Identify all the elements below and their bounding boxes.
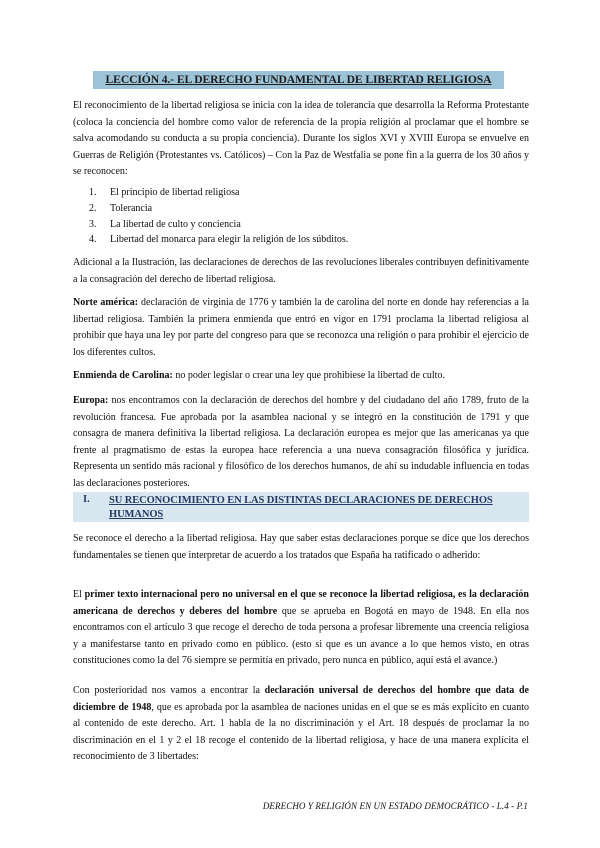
westfalia-list xyxy=(89,185,509,248)
list-item: 4. Libertad del monarca para elegir la religión de los súbditos. xyxy=(89,234,349,246)
list-item: 2. Tolerancia xyxy=(89,202,153,214)
ilustracion-paragraph: Adicional a la Ilustración, las declaraciones de derechos de las revoluciones liberales contribuyen definitivamente a la consagración del derecho de libertad religiosa. xyxy=(73,257,529,285)
enmienda-paragraph: Enmienda de Carolina: no poder legislar o crear una ley que prohibiese la libertad de culto. xyxy=(73,370,445,381)
norte-america-label: Norte américa: xyxy=(73,297,139,308)
enmienda-label: Enmienda de Carolina: xyxy=(73,370,173,381)
intro-paragraph: El reconocimiento de la libertad religiosa se inicia con la idea de tolerancia que desarrolla la Reforma Protestante (coloca la conciencia del hombre como valor de referencia de la propia religión al proclamar que el hombre se salva acomodando su conducta a su propia conciencia). Durante los siglos XVI y XVIII Europa se envuelve en Guerras de Religión (Protestantes vs. Católicos) – Con la Paz de Westfalia se pone fin a la guerra de los 30 años y se reconocen: xyxy=(73,100,529,177)
reconoce-paragraph: Se reconoce el derecho a la libertad religiosa. Hay que saber estas declaraciones porque se dice que los derechos fundamentales se tienen que interpretar de acuerdo a los tratados que España ha ratificado o adherido: xyxy=(73,533,529,561)
list-item: 3. La libertad de culto y conciencia xyxy=(89,218,241,230)
primer-texto-paragraph: El primer texto internacional pero no universal en el que se reconoce la libertad religiosa, es la declaración americana de derechos y deberes del hombre que se aprueba en Bogotá en mayo de 1948. En ella nos encontramos con el artículo 3 que recoge el derecho de toda persona a profesar libremente una creencia religiosa y a manifestarse tanto en privado como en público. (esto si que es un avance a lo que hemos visto, en otras constituciones como la del 76 siempre se permitía en privado, pero nunca en público, aquí está el avance.) xyxy=(73,589,529,666)
section-title: SU RECONOCIMIENTO EN LAS DISTINTAS DECLARACIONES DE DERECHOS HUMANOS xyxy=(109,495,493,520)
posterioridad-paragraph: Con posterioridad nos vamos a encontrar la declaración universal de derechos del hombre que data de diciembre de 1948, que es aprobada por la asamblea de naciones unidas en el que se es más explícito en cuanto al contenido de este derecho. Art. 1 habla de la no discriminación y el Art. 18 después de proclamar la no discriminación en el 1 y 2 el 18 recoge el contenido de la libertad religiosa, y hace de una manera explícita el reconocimiento de 3 libertades: xyxy=(73,685,529,762)
primer-texto-bold: primer texto internacional pero no universal en el que se reconoce la libertad religiosa, es la declaración americana de derechos y deberes del hombre xyxy=(73,589,529,617)
norte-america-paragraph: Norte américa: declaración de virginia de 1776 y también la de carolina del norte en donde hay referencias a la libertad religiosa. También la primera enmienda que entró en vigor en 1791 proclama la libertad religiosa al prohibir que haya una ley por parte del congreso para que se reconozca una religión o para prohibir el ejercicio de los diferentes cultos. xyxy=(73,297,529,358)
europa-label: Europa: xyxy=(73,395,109,406)
section-heading xyxy=(73,492,529,522)
europa-paragraph: Europa: nos encontramos con la declaración de derechos del hombre y del ciudadano del año 1789, fruto de la revolución francesa. Fue aprobada por la asamblea nacional y se integró en la constitución de 1791 y que consagra de manera definitiva la libertad religiosa. La declaración europea es mejor que las americanas ya que frente al pragmatismo de estas la europea hace referencia a una nueva consagración filosófica y jurídica. Representa un sentido más racional y filosófico de los derechos humanos, de ahí su indudable influencia en todas las declaraciones posteriores. xyxy=(73,395,529,489)
list-item: 1. El principio de libertad religiosa xyxy=(89,187,240,198)
declaracion-universal-bold: declaración universal de derechos del hombre que data de diciembre de 1948 xyxy=(73,685,529,713)
section-number: I. xyxy=(83,494,90,505)
lesson-title: LECCIÓN 4.- EL DERECHO FUNDAMENTAL DE LIBERTAD RELIGIOSA xyxy=(93,71,504,89)
page-footer: DERECHO Y RELIGIÓN EN UN ESTADO DEMOCRÁTICO - L.4 - P.1 xyxy=(262,801,528,811)
